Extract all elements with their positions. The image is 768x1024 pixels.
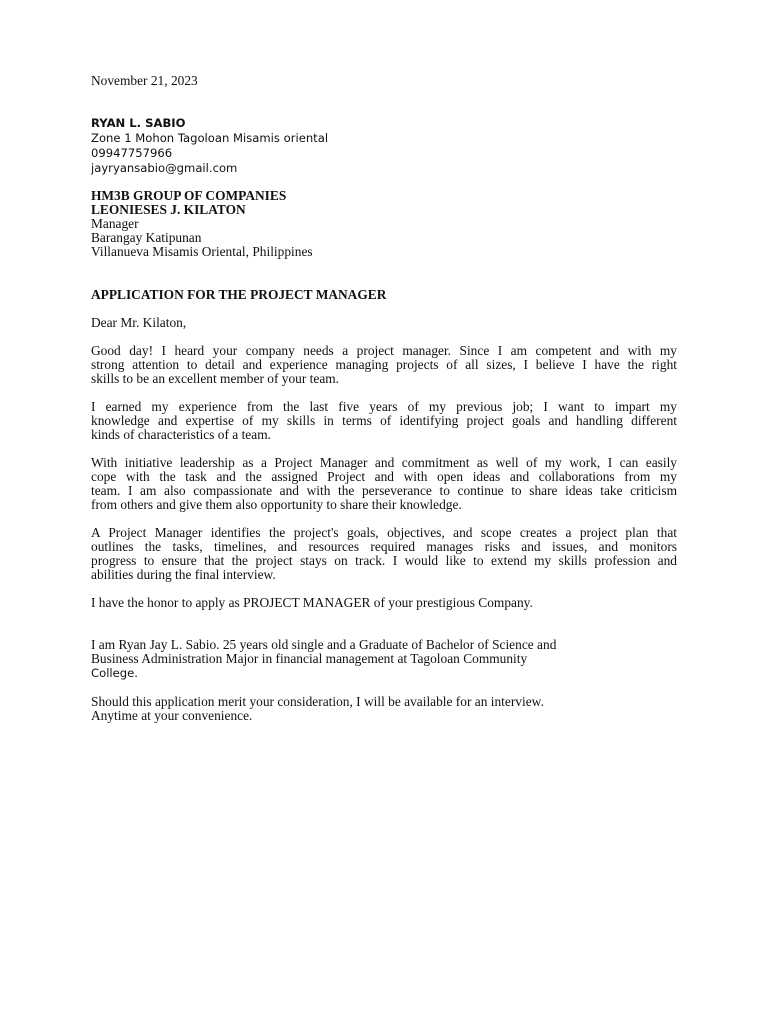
recipient-address-line-2: Villanueva Misamis Oriental, Philippines: [91, 244, 313, 259]
paragraph-line: cope with the task and the assigned Project and with open ideas and collaborations from my: [91, 469, 677, 484]
paragraph-line: Good day! I heard your company needs a project manager. Since I am competent and with my: [91, 343, 677, 358]
sender-email: jayryansabio@gmail.com: [91, 161, 238, 175]
recipient-title: Manager: [91, 216, 139, 231]
closing-line-2: Anytime at your convenience.: [91, 708, 253, 723]
closing-line-1: Should this application merit your consideration, I will be available for an interview.: [91, 694, 544, 709]
recipient-name: LEONIESES J. KILATON: [91, 202, 246, 217]
paragraph-line: skills to be an excellent member of your team.: [91, 371, 340, 386]
salutation: Dear Mr. Kilaton,: [91, 315, 187, 330]
letter-subject: APPLICATION FOR THE PROJECT MANAGER: [91, 287, 387, 302]
body-paragraph-2: [91, 400, 677, 442]
paragraph-line: strong attention to detail and experience managing projects of all sizes, I believe I have the right: [91, 357, 677, 372]
paragraph-line: kinds of characteristics of a team.: [91, 427, 271, 442]
paragraph-line: With initiative leadership as a Project Manager and commitment as well of my work, I can easily: [91, 455, 677, 470]
body-paragraph-1: [91, 344, 677, 386]
paragraph-line: from others and give them also opportunity to share their knowledge.: [91, 497, 462, 512]
sender-name: RYAN L. SABIO: [91, 116, 186, 130]
recipient-address-line-1: Barangay Katipunan: [91, 230, 202, 245]
paragraph-line: A Project Manager identifies the project's goals, objectives, and scope creates a project plan that: [91, 525, 677, 540]
body-paragraph-4: [91, 526, 677, 582]
paragraph-line: team. I am also compassionate and with the perseverance to continue to share ideas take criticism: [91, 483, 677, 498]
intro-line-1: I am Ryan Jay L. Sabio. 25 years old single and a Graduate of Bachelor of Science and: [91, 637, 557, 652]
paragraph-line: progress to ensure that the project stays on track. I would like to extend my skills profession and: [91, 553, 677, 568]
paragraph-line: knowledge and expertise of my skills in terms of identifying project goals and handling different: [91, 413, 677, 428]
letter-date: November 21, 2023: [91, 73, 198, 88]
body-paragraph-3: [91, 456, 677, 512]
paragraph-line: abilities during the final interview.: [91, 567, 276, 582]
intro-line-3: College.: [91, 666, 138, 680]
intro-line-2: Business Administration Major in financial management at Tagoloan Community: [91, 651, 528, 666]
paragraph-line: I earned my experience from the last five years of my previous job; I want to impart my: [91, 399, 677, 414]
recipient-company: HM3B GROUP OF COMPANIES: [91, 188, 287, 203]
paragraph-line: outlines the tasks, timelines, and resources required manages risks and issues, and monitors: [91, 539, 677, 554]
honor-line: I have the honor to apply as PROJECT MANAGER of your prestigious Company.: [91, 595, 533, 610]
sender-phone: 09947757966: [91, 146, 173, 160]
sender-address: Zone 1 Mohon Tagoloan Misamis oriental: [91, 131, 329, 145]
